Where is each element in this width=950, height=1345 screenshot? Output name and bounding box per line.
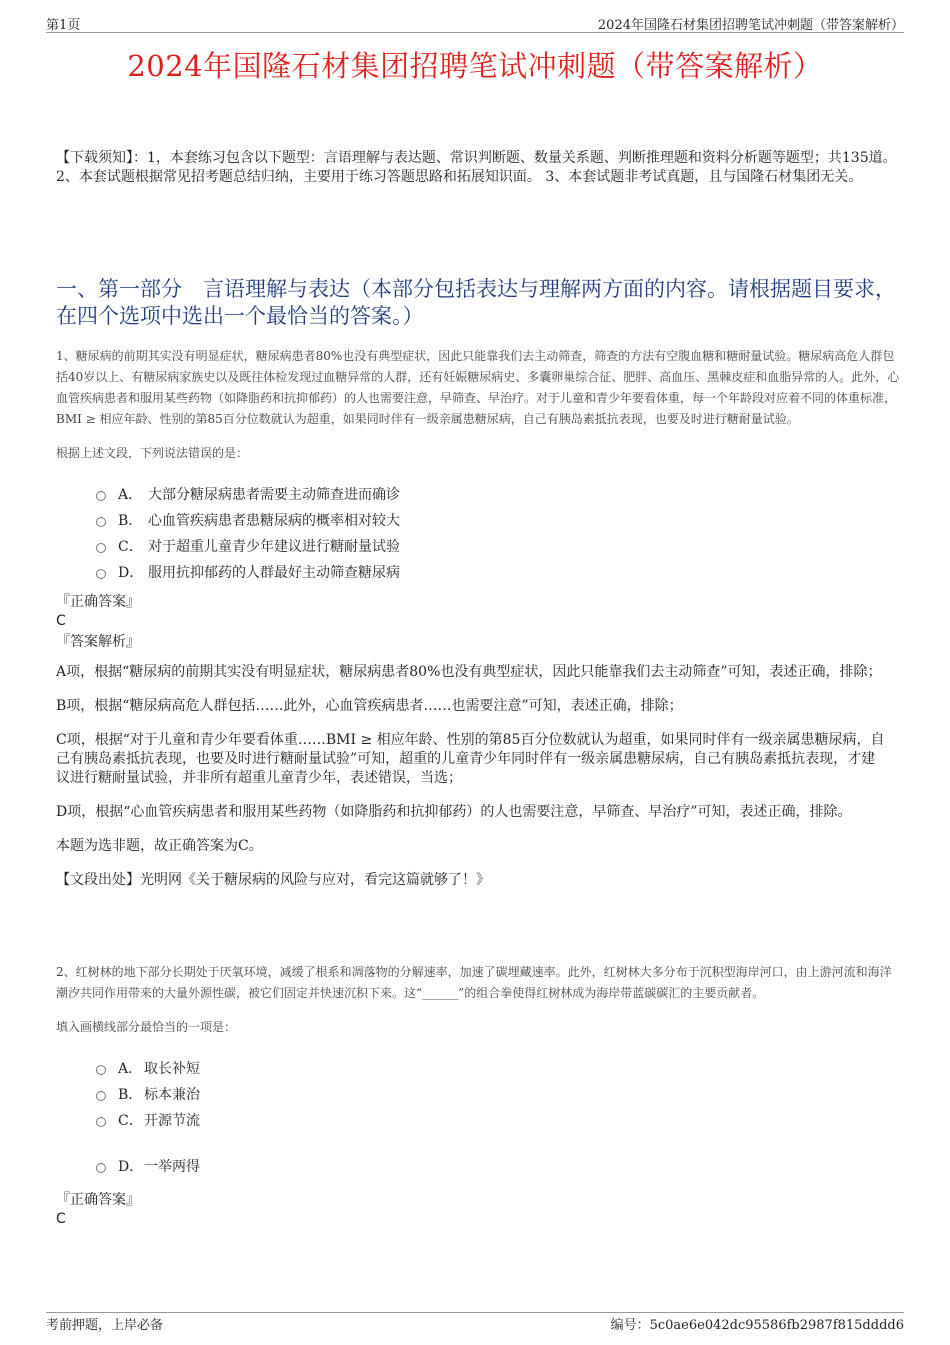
option-text: 标本兼治 bbox=[144, 1087, 200, 1103]
option-letter: B． bbox=[118, 1087, 143, 1103]
radio-icon[interactable] bbox=[96, 491, 106, 501]
download-notice: 【下载须知】：1，本套练习包含以下题型：言语理解与表达题、常识判断题、数量关系题、判断推理题和资料分析题等题型；共135道。 2、本套试题根据常见招考题总结归纳，主要用于练习答题思路和拓展知识面。 3、本套试题非考试真题，且与国隆石材集团无关。 bbox=[56, 150, 897, 185]
radio-icon[interactable] bbox=[96, 1091, 106, 1101]
option-d[interactable] bbox=[96, 559, 902, 585]
question-1 bbox=[56, 346, 902, 890]
question-1-stem: 1、糖尿病的前期其实没有明显症状，糖尿病患者80%也没有典型症状，因此只能靠我们去主动筛查，筛查的方法有空腹血糖和糖耐量试验。糖尿病高危人群包括40岁以上、有糖尿病家族史以及既往体检发现过血糖异常的人群，还有妊娠糖尿病史、多囊卵巢综合征、肥胖、高血压、黑棘皮症和血脂异常的人。此外，心血管疾病患者和服用某些药物（如降脂药和抗抑郁药）的人也需要注意，早筛查、早治疗。对于儿童和青少年要看体重，每一个年龄段对应着不同的体重标准，BMI ≥ 相应年龄、性别的第85百分位数就认为超重，如果同时伴有一级亲属患糖尿病，自己有胰岛素抵抗表现，也要及时进行糖耐量试验。 bbox=[56, 349, 900, 426]
question-1-prompt: 根据上述文段，下列说法错误的是： bbox=[56, 446, 249, 460]
correct-answer-label: 『正确答案』 bbox=[56, 594, 140, 610]
option-c[interactable] bbox=[96, 1107, 902, 1133]
option-text: 取长补短 bbox=[144, 1061, 200, 1077]
option-a[interactable] bbox=[96, 481, 902, 507]
page-number: 第1页 bbox=[46, 18, 81, 33]
analysis-d: D项，根据“心血管疾病患者和服用某些药物（如降脂药和抗抑郁药）的人也需要注意，早筛查、早治疗”可知，表述正确，排除。 bbox=[56, 804, 852, 820]
correct-answer: C bbox=[56, 613, 66, 629]
option-text: 开源节流 bbox=[144, 1113, 200, 1129]
analysis-body bbox=[56, 663, 886, 890]
option-c[interactable] bbox=[96, 533, 902, 559]
question-2 bbox=[56, 962, 902, 1227]
radio-icon[interactable] bbox=[96, 569, 106, 579]
footer-slogan: 考前押题，上岸必备 bbox=[46, 1318, 164, 1333]
radio-icon[interactable] bbox=[96, 1117, 106, 1127]
radio-icon[interactable] bbox=[96, 517, 106, 527]
analysis-conclusion: 本题为选非题，故正确答案为C。 bbox=[56, 838, 263, 854]
radio-icon[interactable] bbox=[96, 1163, 106, 1173]
running-header-title: 2024年国隆石材集团招聘笔试冲刺题（带答案解析） bbox=[597, 18, 904, 33]
option-letter: C． bbox=[118, 539, 143, 555]
document-id: 编号：5c0ae6e042dc95586fb2987f815dddd6 bbox=[610, 1318, 904, 1333]
option-text: 对于超重儿童青少年建议进行糖耐量试验 bbox=[148, 539, 400, 555]
analysis-label: 『答案解析』 bbox=[56, 634, 140, 650]
option-a[interactable] bbox=[96, 1055, 902, 1081]
header-divider bbox=[46, 32, 904, 33]
question-1-options bbox=[96, 481, 902, 585]
option-letter: D． bbox=[118, 565, 144, 581]
option-text: 心血管疾病患者患糖尿病的概率相对较大 bbox=[148, 513, 400, 529]
analysis-c: C项，根据“对于儿童和青少年要看体重……BMI ≥ 相应年龄、性别的第85百分位数就认为超重，如果同时伴有一级亲属患糖尿病，自己有胰岛素抵抗表现，也要及时进行糖耐量试验”可知，超重的儿童青少年同时伴有一级亲属患糖尿病，自己有胰岛素抵抗表现，才建议进行糖耐量试验，并非所有超重儿童青少年，表述错误，当选； bbox=[56, 732, 885, 786]
analysis-b: B项，根据“糖尿病高危人群包括……此外，心血管疾病患者……也需要注意”可知，表述正确，排除； bbox=[56, 698, 683, 714]
page-title: 2024年国隆石材集团招聘笔试冲刺题（带答案解析） bbox=[127, 49, 823, 83]
radio-icon[interactable] bbox=[96, 1065, 106, 1075]
correct-answer: C bbox=[56, 1211, 66, 1227]
option-letter: A． bbox=[118, 1061, 143, 1077]
option-letter: C． bbox=[118, 1113, 143, 1129]
option-b[interactable] bbox=[96, 507, 902, 533]
option-d[interactable] bbox=[96, 1153, 902, 1179]
option-text: 服用抗抑郁药的人群最好主动筛查糖尿病 bbox=[148, 565, 400, 581]
option-letter: A． bbox=[118, 487, 143, 503]
section-title: 一、第一部分 言语理解与表达（本部分包括表达与理解两方面的内容。请根据题目要求，在四个选项中选出一个最恰当的答案。） bbox=[56, 277, 896, 328]
analysis-a: A项，根据“糖尿病的前期其实没有明显症状，糖尿病患者80%也没有典型症状，因此只能靠我们去主动筛查”可知，表述正确，排除； bbox=[56, 664, 882, 680]
option-b[interactable] bbox=[96, 1081, 902, 1107]
option-letter: D． bbox=[118, 1159, 144, 1175]
footer-divider bbox=[46, 1312, 904, 1313]
radio-icon[interactable] bbox=[96, 543, 106, 553]
correct-answer-label: 『正确答案』 bbox=[56, 1192, 140, 1208]
option-text: 一举两得 bbox=[144, 1159, 200, 1175]
source-citation: 【文段出处】光明网《关于糖尿病的风险与应对，看完这篇就够了！》 bbox=[56, 872, 490, 888]
question-2-stem: 2、红树林的地下部分长期处于厌氧环境，减缓了根系和凋落物的分解速率，加速了碳埋藏速率。此外，红树林大多分布于沉积型海岸河口，由上游河流和海洋潮汐共同作用带来的大量外源性碳，被它们固定并快速沉积下来。这“______”的组合拳使得红树林成为海岸带蓝碳碳汇的主要贡献者。 bbox=[56, 965, 892, 1000]
option-letter: B． bbox=[118, 513, 143, 529]
question-2-prompt: 填入画横线部分最恰当的一项是： bbox=[56, 1020, 237, 1034]
question-2-options bbox=[96, 1055, 902, 1179]
option-text: 大部分糖尿病患者需要主动筛查进而确诊 bbox=[148, 487, 400, 503]
